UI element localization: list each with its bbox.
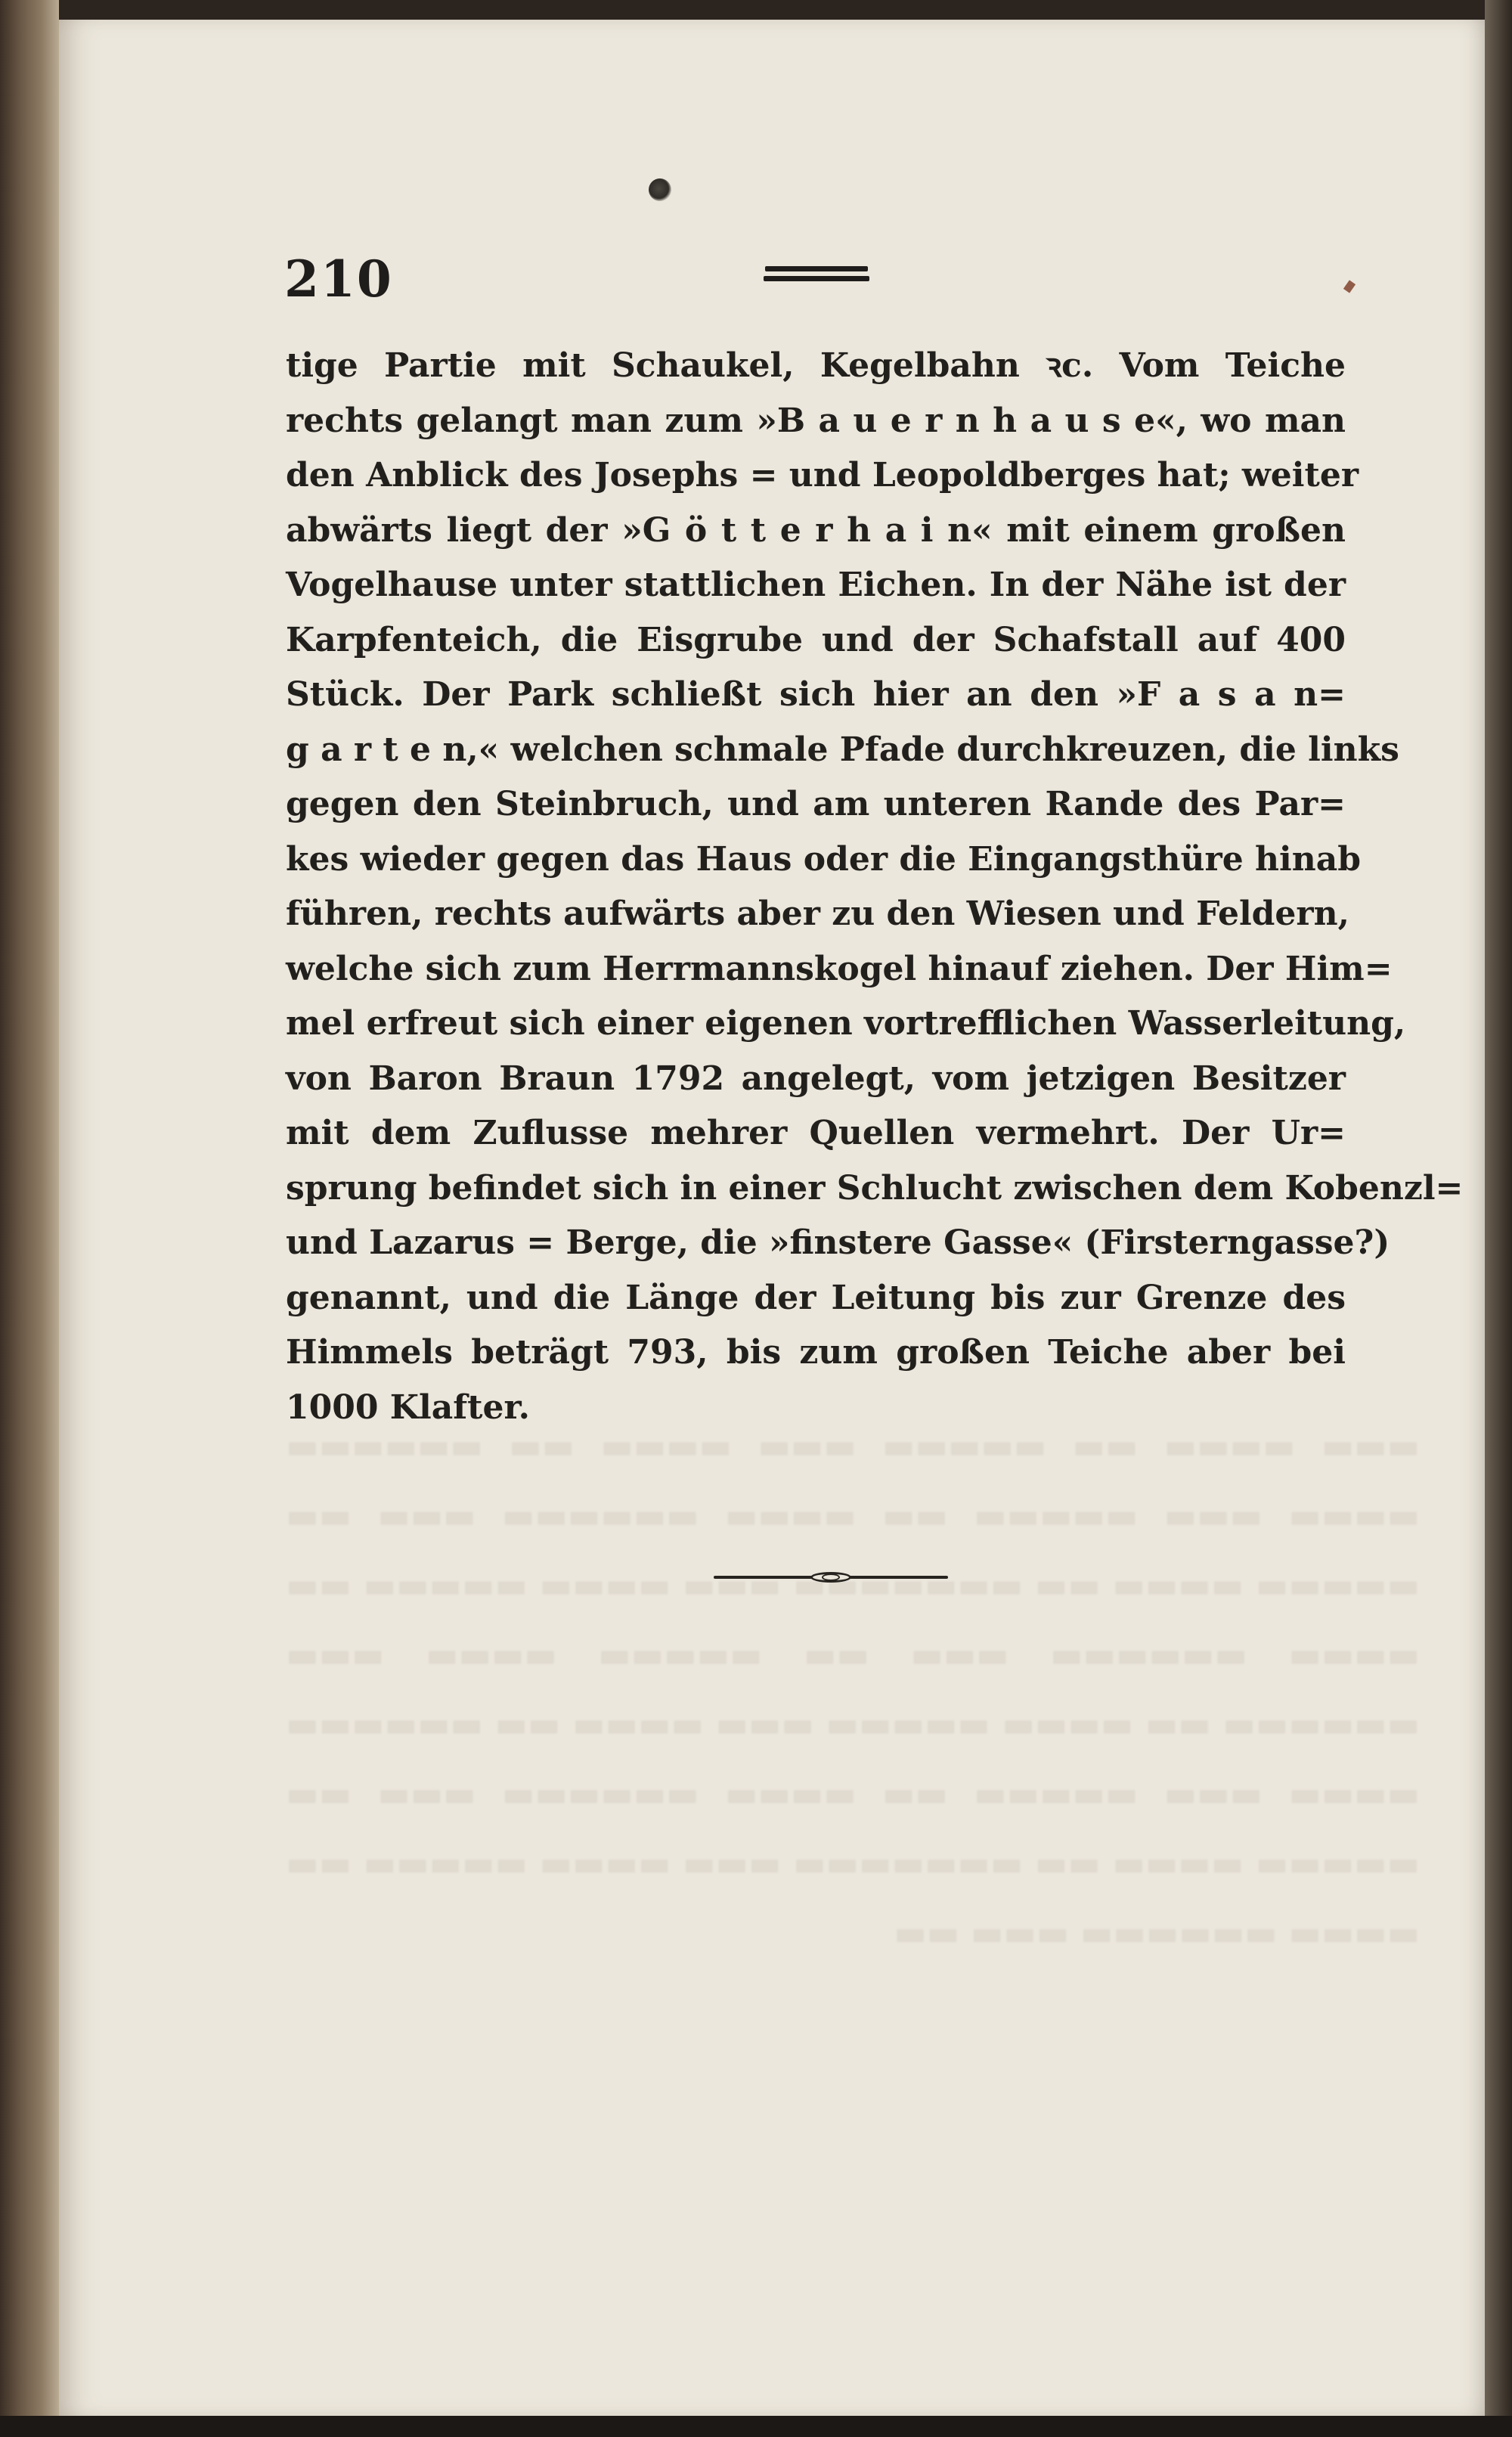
text-line: Stück. Der Park schließt sich hier an den »F a s a n= <box>286 675 1346 714</box>
page-number: 210 <box>284 250 393 309</box>
text-line: Vogelhause unter stattlichen Eichen. In der Nähe ist der <box>286 566 1346 604</box>
header-double-rule <box>764 266 869 284</box>
text-line: mit dem Zuflusse mehrer Quellen vermehrt. Der Ur= <box>286 1114 1346 1152</box>
text-line: Karpfenteich, die Eisgrube und der Schafstall auf 400 <box>286 620 1346 659</box>
text-line: rechts gelangt man zum »B a u e r n h a u s e«, wo man <box>286 401 1346 440</box>
text-line: kes wieder gegen das Haus oder die Eingangsthüre hinab <box>286 839 1361 879</box>
end-ornament-divider <box>714 1570 948 1585</box>
text-line: den Anblick des Josephs = und Leopoldberges hat; weiter <box>286 456 1359 495</box>
scan-top-edge <box>0 0 1512 20</box>
body-text <box>286 339 1464 1435</box>
text-line: mel erfreut sich einer eigenen vortrefflichen Wasserleitung, <box>286 1004 1406 1043</box>
text-line: und Lazarus = Berge, die »finstere Gasse« (Firsterngasse?) <box>286 1223 1390 1262</box>
ink-blot-ornament <box>649 178 671 201</box>
text-line: 1000 Klafter. <box>286 1387 530 1427</box>
text-line: genannt, und die Länge der Leitung bis zur Grenze des <box>286 1278 1346 1317</box>
text-line: sprung befindet sich in einer Schlucht zwischen dem Kobenzl= <box>286 1168 1464 1208</box>
text-line: g a r t e n,« welchen schmale Pfade durchkreuzen, die links <box>286 730 1399 769</box>
book-gutter <box>0 0 59 2437</box>
text-line: Himmels beträgt 793, bis zum großen Teiche aber bei <box>286 1333 1346 1372</box>
text-line: tige Partie mit Schaukel, Kegelbahn ꝛc. Vom Teiche <box>286 346 1346 385</box>
text-line: von Baron Braun 1792 angelegt, vom jetzigen Besitzer <box>286 1059 1346 1098</box>
text-line: führen, rechts aufwärts aber zu den Wiesen und Feldern, <box>286 894 1349 933</box>
text-line: gegen den Steinbruch, und am unteren Rande des Par= <box>286 785 1346 823</box>
bleed-through-texture: ▬▬▬ ▬▬▬▬ ▬▬ ▬▬▬▬▬ ▬▬▬ ▬▬▬▬ ▬▬ ▬▬▬▬▬▬ ▬▬▬▬ ▬▬▬ ▬▬▬▬▬ ▬▬ ▬▬▬▬ ▬▬▬▬▬▬ ▬▬▬ ▬▬ ▬▬▬▬▬ ▬▬▬▬ ▬▬ ▬▬▬▬▬▬▬ ▬▬▬ ▬▬▬▬ ▬▬▬▬▬ ▬▬ ▬▬▬▬ ▬▬▬▬▬▬ ▬▬▬ ▬▬ ▬▬▬▬▬ ▬▬▬▬ ▬▬▬ ▬▬▬▬▬▬ ▬▬ ▬▬▬▬ ▬▬▬▬▬ ▬▬▬ ▬▬▬▬ ▬▬ ▬▬▬▬▬▬ ▬▬▬▬ ▬▬▬ ▬▬▬▬▬ ▬▬ ▬▬▬▬ ▬▬▬▬▬▬ ▬▬▬ ▬▬ ▬▬▬▬▬ ▬▬▬▬ ▬▬ ▬▬▬▬▬▬▬ ▬▬▬ ▬▬▬▬ ▬▬▬▬▬ ▬▬ ▬▬▬▬ ▬▬▬▬▬▬ ▬▬▬ ▬▬ <box>286 1425 1420 1953</box>
text-line: welche sich zum Herrmannskogel hinauf ziehen. Der Him= <box>286 949 1393 988</box>
scan-right-edge <box>1485 0 1512 2437</box>
scan-bottom-edge <box>0 2416 1512 2437</box>
text-line: abwärts liegt der »G ö t t e r h a i n« mit einem großen <box>286 510 1346 550</box>
